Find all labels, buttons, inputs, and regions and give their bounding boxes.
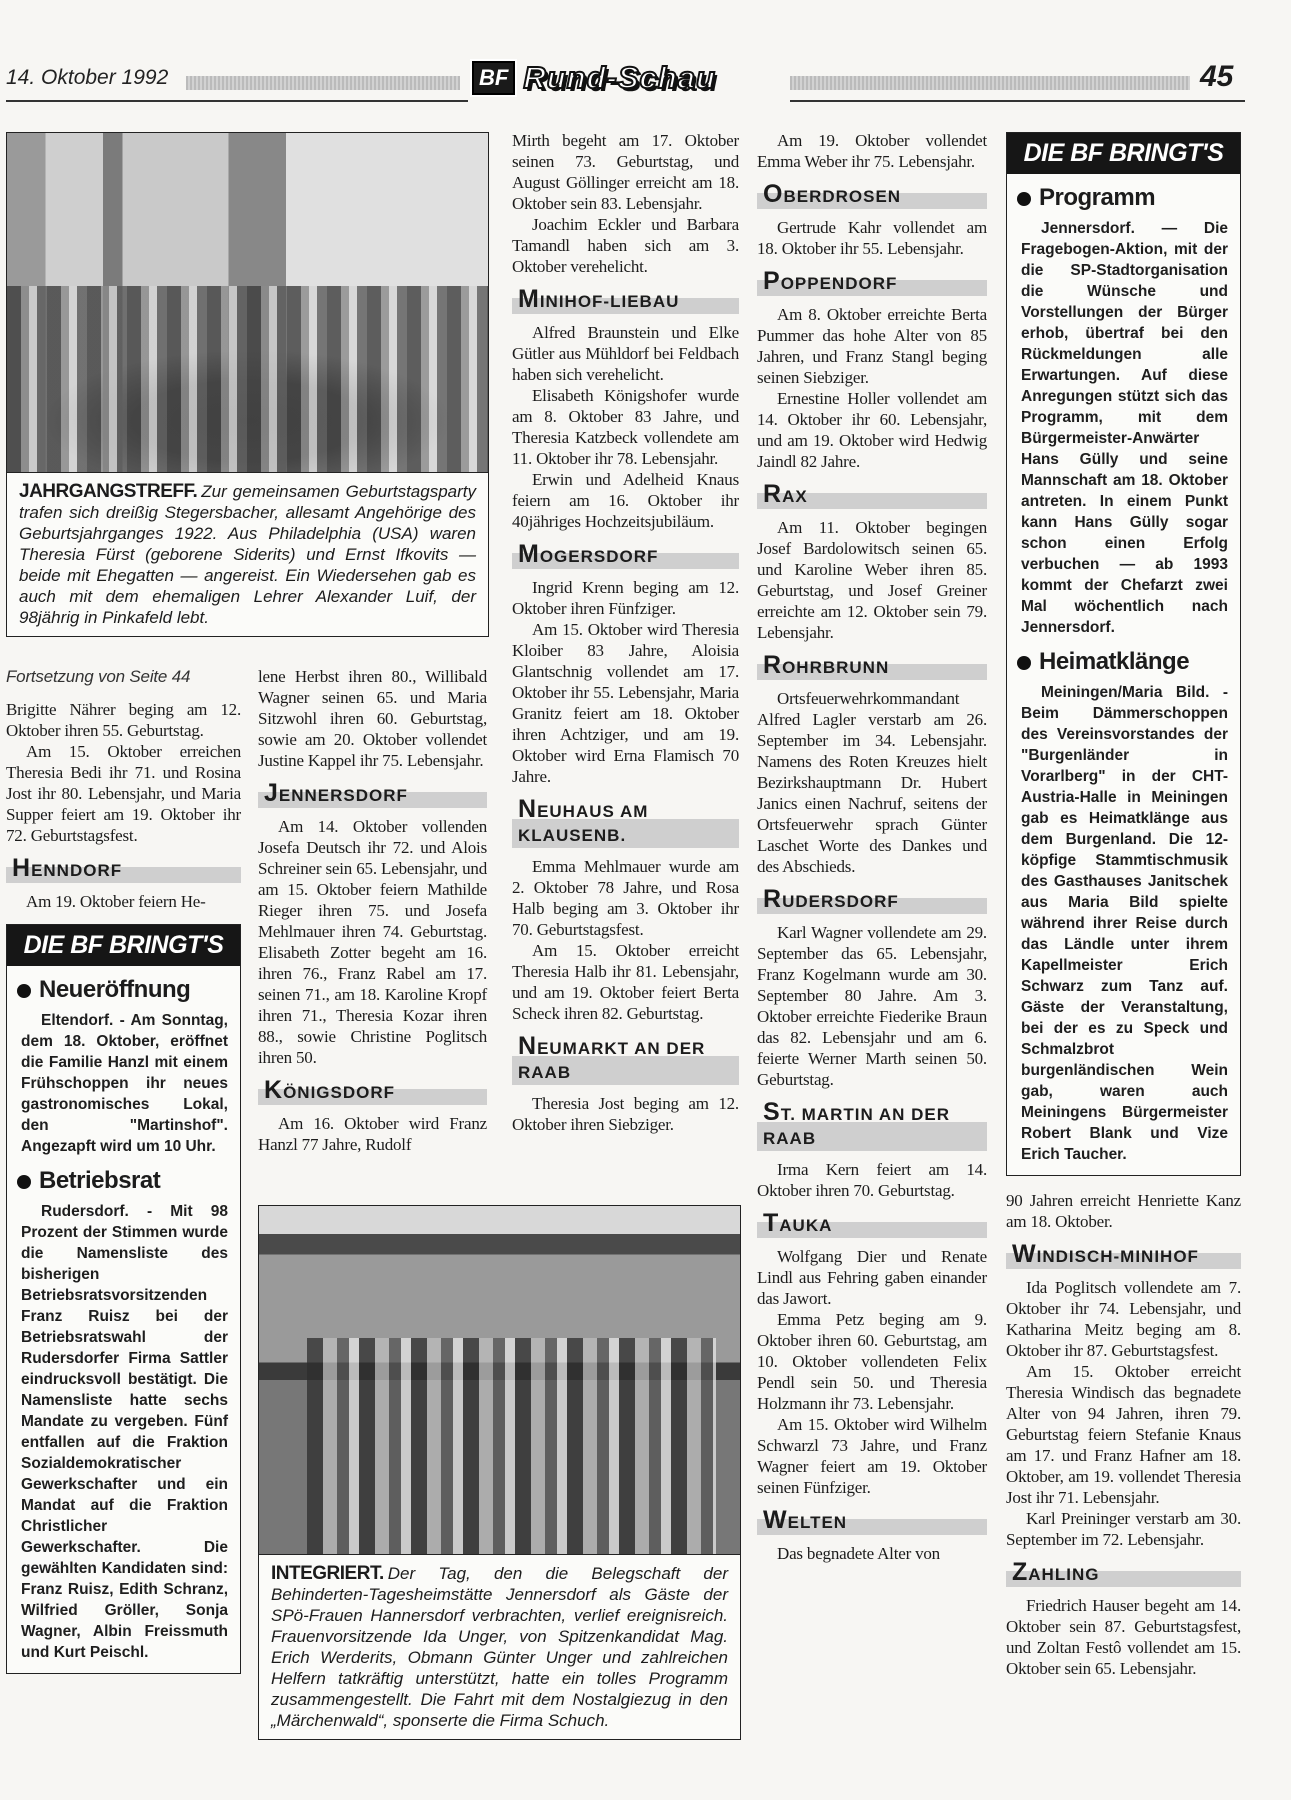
paragraph: Am 15. Oktober wird Theresia Kloiber 83 Jahre, Aloisia Glantschnig vollendet am 17. Oktober ihr 55. Lebensjahr, Maria Granitz feiert am 18. Oktober ihren Achtziger, und am 19. Oktober wird Erna Flamisch 70 Jahre. bbox=[512, 620, 739, 786]
photo-jahrgangstreff bbox=[6, 132, 489, 473]
section-heading: WELTEN bbox=[757, 1506, 987, 1535]
box-item-text: Jennersdorf. — Die Fragebogen-Aktion, mit der die SP-Stadtorganisation die Wünsche und Vorstellungen der Bürger erhob, übertraf bei den Rückmeldungen alle Erwartungen. Auf diese Anregungen stützt sich das Programm, mit dem Bürgermeister-Anwärter Hans Gülly und seine Mannschaft am 18. Oktober antreten. In einem Punkt kann Hans Gülly sogar schon einen Erfolg verbuchen — ab 1993 kommt der Chefarzt zwei Mal wöchentlich nach Jennersdorf. bbox=[1021, 220, 1228, 636]
photo-caption-jahrgangstreff bbox=[6, 473, 489, 637]
section-heading: MINIHOF-LIEBAU bbox=[512, 285, 739, 314]
continuation-note: Fortsetzung von Seite 44 bbox=[6, 667, 191, 686]
box-item-heading bbox=[1017, 184, 1240, 212]
section-heading: RUDERSDORF bbox=[757, 885, 987, 914]
section-heading: NEUHAUS AM KLAUSENB. bbox=[512, 795, 739, 848]
column-4 bbox=[757, 130, 987, 1564]
paragraph: Ortsfeuerwehrkommandant Alfred Lagler verstarb am 26. September im 34. Lebensjahr. Namens des Roten Kreuzes hielt Bezirkshauptmann Dr. Hubert Janics einen Nachruf, seitens der Ortsfeuerwehr sprach Günter Laschet Worte des Dankes und des Abschieds. bbox=[757, 689, 987, 876]
section-heading: MOGERSDORF bbox=[512, 540, 739, 569]
header-rule-left bbox=[6, 100, 468, 102]
section-heading: ROHRBRUNN bbox=[757, 651, 987, 680]
box-item-text: Rudersdorf. - Mit 98 Prozent der Stimmen wurde die Namensliste des bisherigen Betriebsratsvorsitzenden Franz Ruisz bei der Betriebsratswahl der Rudersdorfer Firma Sattler eindrucksvoll bestätigt. Die Namensliste hatte sechs Mandate zu vergeben. Fünf entfallen auf die Fraktion Sozialdemokratischer Gewerkschafter und ein Mandat auf die Fraktion Christlicher Gewerkschafter. Die gewählten Kandidaten sind: Franz Ruisz, Edith Schranz, Wilfried Gröller, Sonja Wagner, Albin Freissmuth und Kurt Peischl. bbox=[21, 1203, 228, 1661]
paragraph: Das begnadete Alter von bbox=[777, 1544, 940, 1563]
section-heading: RAX bbox=[757, 480, 987, 509]
paragraph: Emma Mehlmauer wurde am 2. Oktober 78 Jahre, und Rosa Halb beging am 3. Oktober ihr 70. Geburtstagsfest. bbox=[512, 857, 739, 939]
photo-caption-integriert bbox=[258, 1555, 741, 1740]
box-item-heading-text: Neueröffnung bbox=[39, 976, 191, 1003]
paragraph: Am 14. Oktober vollenden Josefa Deutsch ihr 72. und Alois Schreiner sein 65. Lebensjahr, und am 15. Oktober feiern Mathilde Rieger ihren 75. und Josefa Mehlmauer ihren 74. Geburtstag. Elisabeth Zotter begeht am 16. ihren 76., Franz Rabel am 17. seinen 71., am 18. Karoline Kropf ihren 71., Theresia Kozar ihren 88., sowie Christine Poglitsch ihren 50. bbox=[258, 817, 487, 1067]
paragraph: Brigitte Nährer beging am 12. Oktober ihren 55. Geburtstag. bbox=[6, 700, 241, 740]
section-heading: HENNDORF bbox=[6, 854, 241, 883]
section-heading: OBERDROSEN bbox=[757, 180, 987, 209]
left-stack bbox=[6, 666, 241, 1674]
box-item-heading-text: Betriebsrat bbox=[39, 1167, 161, 1194]
issue-date: 14. Oktober 1992 bbox=[6, 66, 169, 89]
bullet-icon bbox=[1017, 192, 1031, 206]
box-item-heading bbox=[17, 976, 240, 1004]
column-5 bbox=[1006, 1190, 1241, 1679]
header-rule-right bbox=[790, 100, 1245, 102]
paragraph: Elisabeth Königshofer wurde am 8. Oktober 83 Jahre, und Theresia Katzbeck vollendete am 11. Oktober ihr 78. Lebensjahr. bbox=[512, 386, 739, 468]
column-3 bbox=[512, 130, 739, 1135]
logo-bf-mark: BF bbox=[472, 61, 515, 95]
section-heading: JENNERSDORF bbox=[258, 779, 487, 808]
photo-integriert bbox=[258, 1205, 741, 1555]
masthead-logo bbox=[472, 60, 716, 96]
paragraph: Theresia Jost beging am 12. Oktober ihren Siebziger. bbox=[512, 1094, 739, 1134]
section-heading: WINDISCH-MINIHOF bbox=[1006, 1240, 1241, 1269]
column-1 bbox=[6, 666, 241, 912]
paragraph: Irma Kern feiert am 14. Oktober ihren 70. Geburtstag. bbox=[757, 1160, 987, 1200]
paragraph: Am 15. Oktober erreicht Theresia Halb ihr 81. Lebensjahr, und am 19. Oktober feiert Berta Scheck ihren 82. Geburtstag. bbox=[512, 941, 739, 1023]
paragraph: Am 19. Oktober vollendet Emma Weber ihr 75. Lebensjahr. bbox=[757, 131, 987, 171]
section-heading: ZAHLING bbox=[1006, 1558, 1241, 1587]
paragraph: Am 15. Oktober erreicht Theresia Windisch das begnadete Alter von 94 Jahren, ihren 79. Geburtstag feiern Stefanie Knaus am 17. und Franz Hafner am 18. Oktober, am 19. vollendet Theresia Jost ihr 71. Lebensjahr. bbox=[1006, 1362, 1241, 1507]
paragraph: Joachim Eckler und Barbara Tamandl haben sich am 3. Oktober verehelicht. bbox=[512, 215, 739, 276]
box-item-heading bbox=[1017, 648, 1240, 676]
paragraph: Ernestine Holler vollendet am 14. Oktober ihr 60. Lebensjahr, und am 19. Oktober wird Hedwig Jaindl 82 Jahre. bbox=[757, 389, 987, 471]
box-item-heading-text: Heimatklänge bbox=[1039, 648, 1190, 675]
paragraph: Karl Preininger verstarb am 30. September im 72. Lebensjahr. bbox=[1006, 1509, 1241, 1549]
box-title: DIE BF BRINGT'S bbox=[7, 925, 240, 966]
paragraph: Emma Petz beging am 9. Oktober ihren 60. Geburtstag, am 10. Oktober vollendeten Felix Pendl sein 50. und Theresia Holzmann ihr 73. Lebensjahr. bbox=[757, 1310, 987, 1413]
paragraph: Wolfgang Dier und Renate Lindl aus Fehring gaben einander das Jawort. bbox=[757, 1247, 987, 1308]
paragraph: Mirth begeht am 17. Oktober seinen 73. Geburtstag, und August Göllinger erreicht am 18. Oktober sein 83. Lebensjahr. bbox=[512, 131, 739, 213]
caption-title: JAHRGANGSTREFF. bbox=[19, 481, 198, 502]
logo-wordmark: Rund-Schau bbox=[523, 60, 716, 95]
caption-title: INTEGRIERT. bbox=[271, 1563, 384, 1584]
paragraph: Am 16. Oktober wird Franz Hanzl 77 Jahre, Rudolf bbox=[258, 1114, 487, 1154]
bullet-icon bbox=[1017, 656, 1031, 670]
box-item-heading bbox=[17, 1167, 240, 1195]
section-heading: NEUMARKT AN DER RAAB bbox=[512, 1032, 739, 1085]
paragraph: Am 19. Oktober feiern He- bbox=[26, 892, 206, 911]
box-item-text: Eltendorf. - Am Sonntag, dem 18. Oktober, eröffnet die Familie Hanzl mit einem Frühschoppen ihr neues gastronomisches Lokal, den "Martinshof". Angezapft wird um 10 Uhr. bbox=[21, 1012, 228, 1155]
right-stack bbox=[1006, 132, 1241, 1679]
paragraph: lene Herbst ihren 80., Willibald Wagner seinen 65. und Maria Sitzwohl ihren 60. Geburtstag, sowie am 20. Oktober vollendet Justine Kappel ihr 75. Lebensjahr. bbox=[258, 667, 487, 770]
paragraph: Ingrid Krenn beging am 12. Oktober ihren Fünfziger. bbox=[512, 578, 739, 618]
box-title: DIE BF BRINGT'S bbox=[1007, 133, 1240, 174]
bf-bringts-box-left bbox=[6, 924, 241, 1674]
header-bar-left bbox=[186, 76, 460, 90]
paragraph: Gertrude Kahr vollendet am 18. Oktober ihr 55. Lebensjahr. bbox=[757, 218, 987, 258]
bullet-icon bbox=[17, 1175, 31, 1189]
paragraph: Am 11. Oktober begingen Josef Bardolowitsch seinen 65. und Karoline Weber ihren 85. Geburtstag, und Josef Greiner erreichte am 12. Oktober sein 79. Lebensjahr. bbox=[757, 518, 987, 642]
box-item-text: Meiningen/Maria Bild. - Beim Dämmerschoppen des Vereinsvorstandes der "Burgenländer in Vorarlberg" in der CHT-Austria-Halle in Meiningen gab es Heimatklänge aus dem Burgenland. Die 12-köpfige Stammtischmusik des Gasthauses Janitschek aus Maria Bild spielte während ihrer Reise durch das Ländle unter ihrem Kapellmeister Erich Schwarz zum Tanz auf. Gäste der Veranstaltung, bei der es zu Speck und Schmalzbrot burgenländischen Wein gab, waren auch Meiningens Bürgermeister Robert Blank und Vize Erich Taucher. bbox=[1021, 684, 1228, 1163]
bf-bringts-box-right bbox=[1006, 132, 1241, 1176]
box-item-heading-text: Programm bbox=[1039, 184, 1156, 211]
page-number: 45 bbox=[1200, 60, 1234, 93]
paragraph: Friedrich Hauser begeht am 14. Oktober sein 87. Geburtstagsfest, und Zoltan Festô vollendet am 15. Oktober sein 65. Lebensjahr. bbox=[1006, 1596, 1241, 1678]
caption-text: Zur gemeinsamen Geburtstagsparty trafen sich dreißig Stegersbacher, allesamt Angehörige des Geburtsjahrganges 1922. Aus Philadelphia (USA) waren Theresia Fürst (geborene Siderits) und Ernst Ifkovits — beide mit Ehegatten — angereist. Ein Wiedersehen gab es auch mit dem ehemaligen Lehrer Alexander Luif, der 98jährig in Pinkafeld lebt. bbox=[19, 482, 476, 627]
section-heading: ST. MARTIN AN DER RAAB bbox=[757, 1098, 987, 1151]
paragraph: Erwin und Adelheid Knaus feiern am 16. Oktober ihr 40jähriges Hochzeitsjubiläum. bbox=[512, 470, 739, 531]
paragraph: Karl Wagner vollendete am 29. September das 65. Lebensjahr, Franz Kogelmann wurde am 30. September 80 Jahre. Am 3. Oktober erreichte Fiederike Braun das 82. Lebensjahr und am 6. feierte Werner Marth seinen 50. Geburtstag. bbox=[757, 923, 987, 1089]
header-bar-right bbox=[790, 76, 1190, 90]
section-heading: TAUKA bbox=[757, 1209, 987, 1238]
paragraph: Am 8. Oktober erreichte Berta Pummer das hohe Alter von 85 Jahren, und Franz Stangl beging seinen Siebziger. bbox=[757, 305, 987, 387]
paragraph: Am 15. Oktober erreichen Theresia Bedi ihr 71. und Rosina Jost ihr 80. Lebensjahr, und Maria Supper feiert am 19. Oktober ihr 72. Geburtstagsfest. bbox=[6, 742, 241, 845]
paragraph: Ida Poglitsch vollendete am 7. Oktober ihr 74. Lebensjahr, und Katharina Meitz beging am 8. Oktober ihr 87. Geburtstagsfest. bbox=[1006, 1278, 1241, 1360]
caption-text: Der Tag, den die Belegschaft der Behinderten-Tagesheimstätte Jennersdorf als Gäste der SPö-Frauen Hannersdorf verbrachten, verlief ereignisreich. Frauenvorsitzende Ida Unger, von Spitzenkandidat Mag. Erich Werderits, Obmann Günter Unger und zahlreichen Helfern tatkräftig unterstützt, hatte ein tolles Programm zusammengestellt. Die Fahrt mit dem Nostalgiezug in den „Märchenwald“, sponserte die Firma Schuch. bbox=[271, 1564, 728, 1730]
paragraph: 90 Jahren erreicht Henriette Kanz am 18. Oktober. bbox=[1006, 1191, 1241, 1231]
section-heading: KÖNIGSDORF bbox=[258, 1076, 487, 1105]
section-heading: POPPENDORF bbox=[757, 267, 987, 296]
column-2 bbox=[258, 666, 487, 1155]
paragraph: Am 15. Oktober wird Wilhelm Schwarzl 73 Jahre, und Franz Wagner feiert am 19. Oktober seinen Fünfziger. bbox=[757, 1415, 987, 1497]
bullet-icon bbox=[17, 984, 31, 998]
paragraph: Alfred Braunstein und Elke Gütler aus Mühldorf bei Feldbach haben sich verehelicht. bbox=[512, 323, 739, 384]
